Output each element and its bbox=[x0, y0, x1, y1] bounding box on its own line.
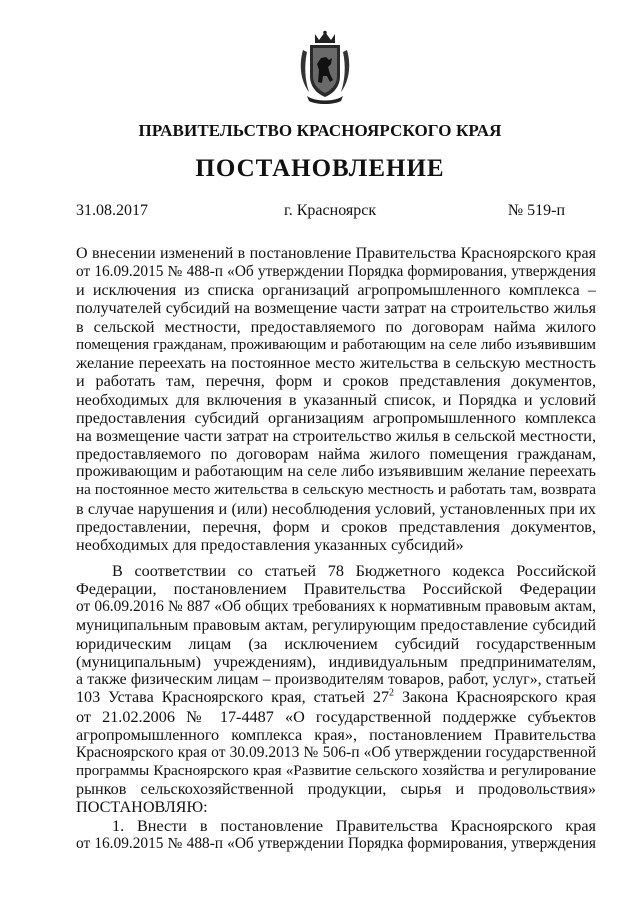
superscript-mark: 2 bbox=[389, 687, 395, 699]
body-line: агропромышленного комплекса края», постановлением Правительства bbox=[76, 725, 596, 744]
title-line: и исключения из списка организаций агропромышленного комплекса – bbox=[76, 281, 596, 300]
title-line: на постоянное место жительства в сельскую местность и работать там, возврата bbox=[76, 482, 596, 499]
title-line: получателей субсидий на возмещение части затрат на строительство жилья bbox=[76, 299, 596, 317]
title-line: необходимых для предоставления указанных субсидий» bbox=[76, 536, 464, 554]
coat-of-arms-emblem bbox=[297, 30, 353, 106]
body-line: рынков сельскохозяйственной продукции, сырья и продовольствия» bbox=[76, 780, 596, 799]
body-line: от 06.09.2016 № 887 «Об общих требованиях к нормативным правовым актам, bbox=[76, 598, 596, 616]
body-line: В соответствии со статьей 78 Бюджетного кодекса Российской bbox=[112, 562, 596, 580]
body-line: муниципальным правовым актам, регулирующим предоставление субсидий bbox=[76, 616, 596, 634]
body-line: юридическим лицам (за исключением субсидий государственным bbox=[76, 634, 596, 653]
document-number: № 519-п bbox=[507, 202, 565, 219]
body-line: от 16.09.2015 № 488-п «Об утверждении Порядка формирования, утверждения bbox=[76, 834, 596, 852]
title-line: О внесении изменений в постановление Правительства Красноярского края bbox=[76, 245, 596, 262]
title-line: предоставлении, перечня, форм и сроков представления документов, bbox=[76, 517, 596, 536]
title-line: в сельской местности, предоставляемого по договорам найма жилого bbox=[76, 317, 596, 336]
body-line-part: Закона Красноярского края bbox=[394, 689, 596, 707]
body-line: Красноярского края от 30.09.2013 № 506-п «Об утверждении государственной bbox=[76, 743, 596, 761]
title-line: от 16.09.2015 № 488-п «Об утверждении Порядка формирования, утверждения bbox=[76, 263, 596, 281]
body-line: (муниципальным) учреждениям), индивидуальным предпринимателям, bbox=[76, 652, 596, 671]
body-line: от 21.02.2006 № 17-4487 «О государственной поддержке субъектов bbox=[76, 707, 596, 726]
document-title bbox=[76, 245, 596, 554]
title-line: на возмещение части затрат на строительство жилья в сельской местности, bbox=[76, 426, 596, 445]
body-line-with-superscript bbox=[76, 689, 596, 707]
body-line: программы Красноярского края «Развитие сельского хозяйства и регулирование bbox=[76, 762, 596, 780]
title-line: предоставляемого по договорам найма жилого помещения гражданам, bbox=[76, 445, 596, 464]
document-date: 31.08.2017 bbox=[76, 202, 148, 219]
title-line: проживающим и работающим на селе либо изъявившим желание переехать bbox=[76, 463, 596, 481]
document-body bbox=[76, 562, 596, 853]
document-type: ПОСТАНОВЛЕНИЕ bbox=[195, 155, 445, 182]
title-line: и работать там, перечня, форм и сроков представления документов, bbox=[76, 372, 596, 391]
document-city: г. Красноярск bbox=[284, 202, 377, 219]
title-line: в случае нарушения и (или) несоблюдения условий, установленных при их bbox=[76, 499, 596, 518]
body-line-part: 103 Устава Красноярского края, статьей 27 bbox=[76, 689, 390, 707]
title-line: предоставления субсидий организациям агропромышленного комплекса bbox=[76, 408, 596, 427]
body-line: ПОСТАНОВЛЯЮ: bbox=[76, 798, 208, 817]
body-line: Федерации, постановлением Правительства Российской Федерации bbox=[76, 580, 596, 599]
organization-name: ПРАВИТЕЛЬСТВО КРАСНОЯРСКОГО КРАЯ bbox=[138, 121, 502, 140]
title-line: помещения гражданам, проживающим и работающим на селе либо изъявившим bbox=[76, 336, 596, 353]
body-line: 1. Внести в постановление Правительства Красноярского края bbox=[112, 816, 596, 835]
title-line: необходимых для включения в указанный список, и Порядка и условий bbox=[76, 390, 596, 409]
title-line: желание переехать на постоянное место жительства в сельскую местность bbox=[76, 354, 596, 373]
body-line: а также физическим лицам – производителям товаров, работ, услуг», статьей bbox=[76, 671, 596, 689]
